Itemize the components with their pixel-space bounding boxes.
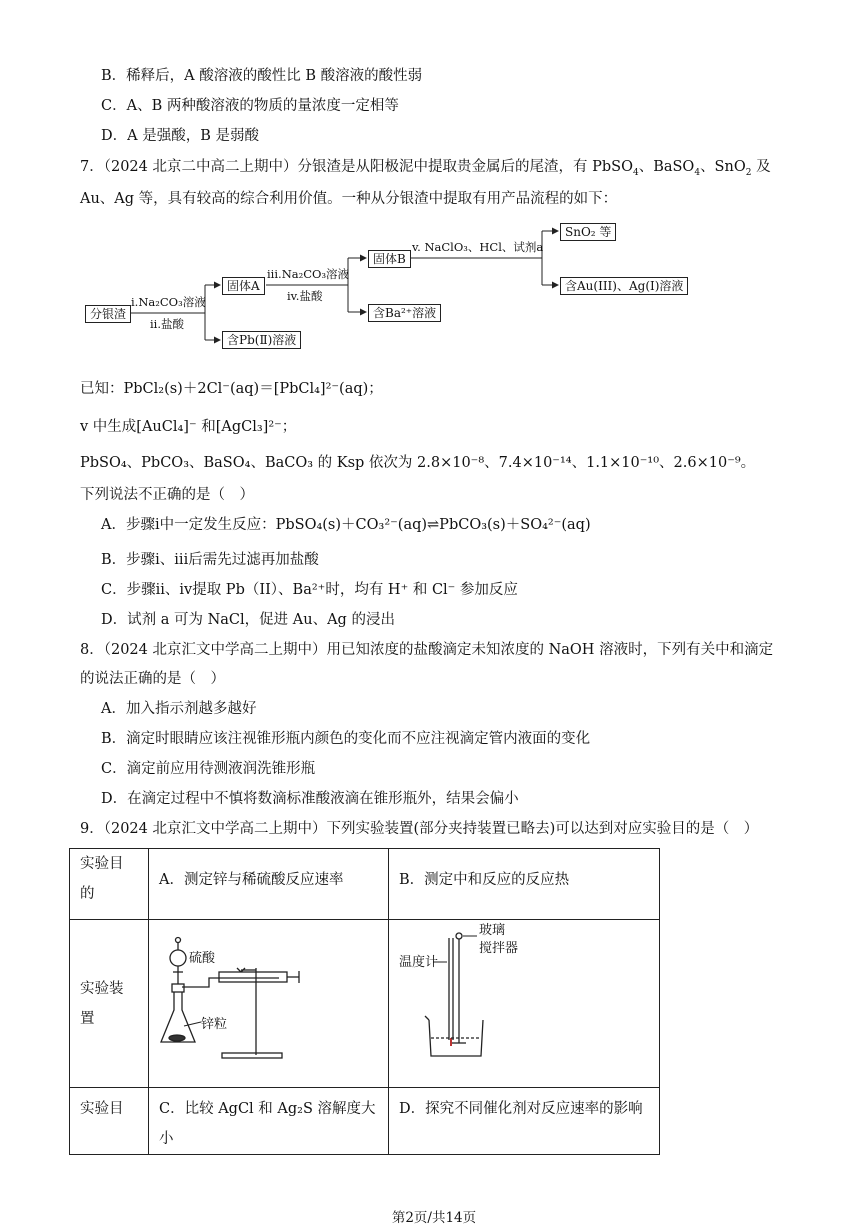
flow-solid-b-box: 固体B [368,250,411,268]
q8-stem-line2: 的说法正确的是（ ） [80,671,225,687]
flow-step2-bottom: iv.盐酸 [287,289,323,303]
q8-option-c: C．滴定前应用待测液润洗锥形瓶 [101,761,316,777]
apparatus-b-stirrer-label-1: 玻璃 [479,923,506,938]
q7-option-a: A．步骤i中一定发生反应：PbSO₄(s)＋CO₃²⁻(aq)⇌PbCO₃(s)＋SO₄²⁻(aq) [101,517,591,533]
q7-source: （2024 北京二中高二上期中） [103,159,298,175]
apparatus-a-acid-label: 硫酸 [189,951,216,966]
q7-option-d: D．试剂 a 可为 NaCl，促进 Au、Ag 的浸出 [101,612,395,628]
q7-stem-line1: 7．（2024 北京二中高二上期中）分银渣是从阳极泥中提取贵金属后的尾渣，有 PbSO$_4$、BaSO$_4$、SnO$_2$ 及 [80,159,771,178]
flow-step3: v. NaClO₃、HCl、试剂a [412,240,544,254]
flow-pb-solution-box: 含Pb(Ⅱ)溶液 [222,331,301,349]
q6-option-b: B．稀释后，A 酸溶液的酸性比 B 酸溶液的酸性弱 [101,68,423,84]
flow-solid-a-box: 固体A [222,277,265,295]
flow-step2-top: iii.Na₂CO₃溶液 [267,267,350,281]
flow-ba-solution-box: 含Ba²⁺溶液 [368,304,441,322]
table-row [70,1088,660,1155]
apparatus-b-thermometer-label: 温度计 [399,955,439,970]
zinc-acid-rate-apparatus-image [149,920,388,1076]
q6-option-d: D．A 是强酸，B 是弱酸 [101,128,259,144]
q7-option-c: C．步骤ii、iv提取 Pb（II）、Ba²⁺时，均有 H⁺ 和 Cl⁻ 参加反应 [101,582,518,598]
apparatus-a-cell [149,920,389,1088]
q7-option-b: B．步骤i、iii后需先过滤再加盐酸 [101,552,319,568]
table-cell-option-b: B．测定中和反应的反应热 [389,849,660,920]
table-cell-option-c: C．比较 AgCl 和 Ag₂S 溶解度大小 [149,1088,389,1155]
q7-known-1: 已知：PbCl₂(s)＋2Cl⁻(aq)＝[PbCl₄]²⁻(aq)； [80,381,383,397]
flow-au-ag-box: 含Au(III)、Ag(I)溶液 [560,277,688,295]
q8-option-a: A．加入指示剂越多越好 [101,701,257,717]
q7-known-3: PbSO₄、PbCO₃、BaSO₄、BaCO₃ 的 Ksp 依次为 2.8×10⁻⁸、7.4×10⁻¹⁴、1.1×10⁻¹⁰、2.6×10⁻⁹。 [80,455,756,471]
q7-stem-line2: Au、Ag 等，具有较高的综合利用价值。一种从分银渣中提取有用产品流程的如下： [80,191,618,207]
q8-option-d: D．在滴定过程中不慎将数滴标准酸液滴在锥形瓶外，结果会偏小 [101,791,519,807]
apparatus-b-stirrer-label-2: 搅拌器 [479,941,519,956]
flow-step1-bottom: ii.盐酸 [150,317,185,331]
q7-ask: 下列说法不正确的是（ ） [80,487,254,503]
table-cell-device-label: 实验装 置 [70,920,149,1088]
apparatus-b-cell [389,920,660,1088]
flow-step1-top: i.Na₂CO₃溶液 [131,295,206,309]
table-cell-purpose-label: 实验目 的 [70,849,149,920]
table-cell-option-a: A．测定锌与稀硫酸反应速率 [149,849,389,920]
table-cell-option-d: D．探究不同催化剂对反应速率的影响 [389,1088,660,1155]
apparatus-a-zinc-label: 锌粒 [201,1017,228,1032]
flow-start-box: 分银渣 [85,305,131,323]
q6-option-c: C．A、B 两种酸溶液的物质的量浓度一定相等 [101,98,399,114]
q9-stem: 9．（2024 北京汇文中学高二上期中）下列实验装置(部分夹持装置已略去)可以达到对应实验目的是（ ） [80,821,759,837]
q9-table [69,848,660,1155]
q7-known-2: v 中生成[AuCl₄]⁻ 和[AgCl₃]²⁻； [80,419,297,435]
flow-sno2-box: SnO₂ 等 [560,223,616,241]
neutralization-heat-apparatus-image [389,920,659,1076]
table-cell-purpose-label-row3: 实验目 [70,1088,149,1155]
table-row [70,920,660,1088]
table-row [70,849,660,920]
q7-number: 7． [80,159,104,175]
q8-stem-line1: 8．（2024 北京汇文中学高二上期中）用已知浓度的盐酸滴定未知浓度的 NaOH 溶液时，下列有关中和滴定 [80,642,774,658]
q8-option-b: B．滴定时眼睛应该注视锥形瓶内颜色的变化而不应注视滴定管内液面的变化 [101,731,591,747]
page-footer: 第2页/共14页 [391,1210,477,1226]
